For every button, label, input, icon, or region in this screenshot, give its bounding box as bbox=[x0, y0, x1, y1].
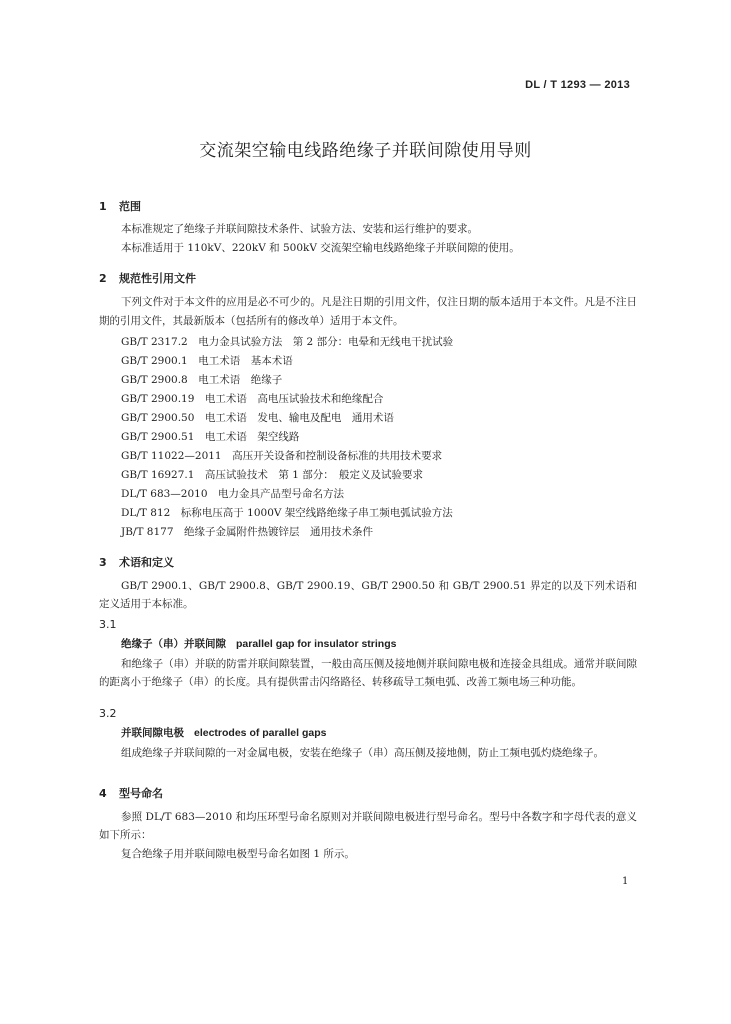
section-1-paragraph-1: 本标准规定了绝缘子并联间隙技术条件、试验方法、安装和运行维护的要求。 bbox=[121, 223, 478, 235]
section-1-title: 范围 bbox=[119, 200, 141, 213]
section-3-number: 3 bbox=[99, 556, 107, 569]
reference-item: GB/T 2900.8 电工术语 绝缘子 bbox=[121, 374, 283, 386]
standard-number: DL / T 1293 — 2013 bbox=[525, 79, 630, 91]
document-title: 交流架空输电线路绝缘子并联间隙使用导则 bbox=[199, 141, 532, 161]
reference-item: JB/T 8177 绝缘子金属附件热镀锌层 通用技术条件 bbox=[121, 526, 374, 538]
subclause-3-1-number: 3.1 bbox=[99, 618, 117, 631]
section-3-heading bbox=[99, 554, 174, 570]
section-4-heading bbox=[99, 785, 163, 801]
term-3-1-definition: 和绝缘子（串）并联的防雷并联间隙装置，一般由高压侧及接地侧并联间隙电极和连接金具组成。通常并联间隙的距离小于绝缘子（串）的长度。具有提供雷击闪络路径、转移疏导工频电弧、改善工频电场三种功能。 bbox=[99, 658, 637, 688]
reference-item: GB/T 2317.2 电力金具试验方法 第 2 部分：电晕和无线电干扰试验 bbox=[121, 336, 454, 348]
section-4-number: 4 bbox=[99, 787, 107, 800]
reference-item: DL/T 683—2010 电力金具产品型号命名方法 bbox=[121, 488, 345, 500]
term-3-2-definition: 组成绝缘子并联间隙的一对金属电极，安装在绝缘子（串）高压侧及接地侧，防止工频电弧灼烧绝缘子。 bbox=[121, 747, 604, 759]
term-3-2-english: electrodes of parallel gaps bbox=[194, 727, 327, 739]
section-1-number: 1 bbox=[99, 200, 107, 213]
reference-item: GB/T 16927.1 高压试验技术 第 1 部分： 般定义及试验要求 bbox=[121, 469, 424, 481]
reference-item: GB/T 2900.50 电工术语 发电、输电及配电 通用术语 bbox=[121, 412, 394, 424]
section-3-title: 术语和定义 bbox=[119, 556, 174, 569]
term-3-1-heading bbox=[121, 636, 396, 651]
section-2-heading bbox=[99, 270, 196, 286]
section-2-number: 2 bbox=[99, 272, 107, 285]
section-4-paragraph-1: 参照 DL/T 683—2010 和均压环型号命名原则对并联间隙电极进行型号命名。型号中各数字和字母代表的意义如下所示： bbox=[99, 811, 637, 841]
reference-item: GB/T 2900.51 电工术语 架空线路 bbox=[121, 431, 300, 443]
term-3-2-chinese: 并联间隙电极 bbox=[121, 727, 184, 739]
page-number: 1 bbox=[622, 876, 629, 887]
section-3-intro: GB/T 2900.1、GB/T 2900.8、GB/T 2900.19、GB/T 2900.50 和 GB/T 2900.51 界定的以及下列术语和定义适用于本标准。 bbox=[99, 580, 637, 610]
section-1-paragraph-2: 本标准适用于 110kV、220kV 和 500kV 交流架空输电线路绝缘子并联间隙的使用。 bbox=[121, 242, 520, 254]
term-3-2-heading bbox=[121, 725, 326, 740]
section-4-paragraph-2: 复合绝缘子用并联间隙电极型号命名如图 1 所示。 bbox=[121, 848, 355, 860]
term-3-1-english: parallel gap for insulator strings bbox=[236, 638, 397, 650]
subclause-3-2-number: 3.2 bbox=[99, 707, 117, 720]
section-1-heading bbox=[99, 198, 141, 214]
reference-item: GB/T 11022—2011 高压开关设备和控制设备标准的共用技术要求 bbox=[121, 450, 443, 462]
section-2-intro: 下列文件对于本文件的应用是必不可少的。凡是注日期的引用文件，仅注日期的版本适用于本文件。凡是不注日期的引用文件，其最新版本（包括所有的修改单）适用于本文件。 bbox=[99, 296, 637, 327]
reference-item: GB/T 2900.1 电工术语 基本术语 bbox=[121, 355, 293, 367]
reference-item: GB/T 2900.19 电工术语 高电压试验技术和绝缘配合 bbox=[121, 393, 384, 405]
term-3-1-chinese: 绝缘子（串）并联间隙 bbox=[121, 638, 226, 650]
section-4-title: 型号命名 bbox=[119, 787, 163, 800]
section-2-title: 规范性引用文件 bbox=[119, 272, 196, 285]
reference-item: DL/T 812 标称电压高于 1000V 架空线路绝缘子串工频电弧试验方法 bbox=[121, 507, 453, 519]
